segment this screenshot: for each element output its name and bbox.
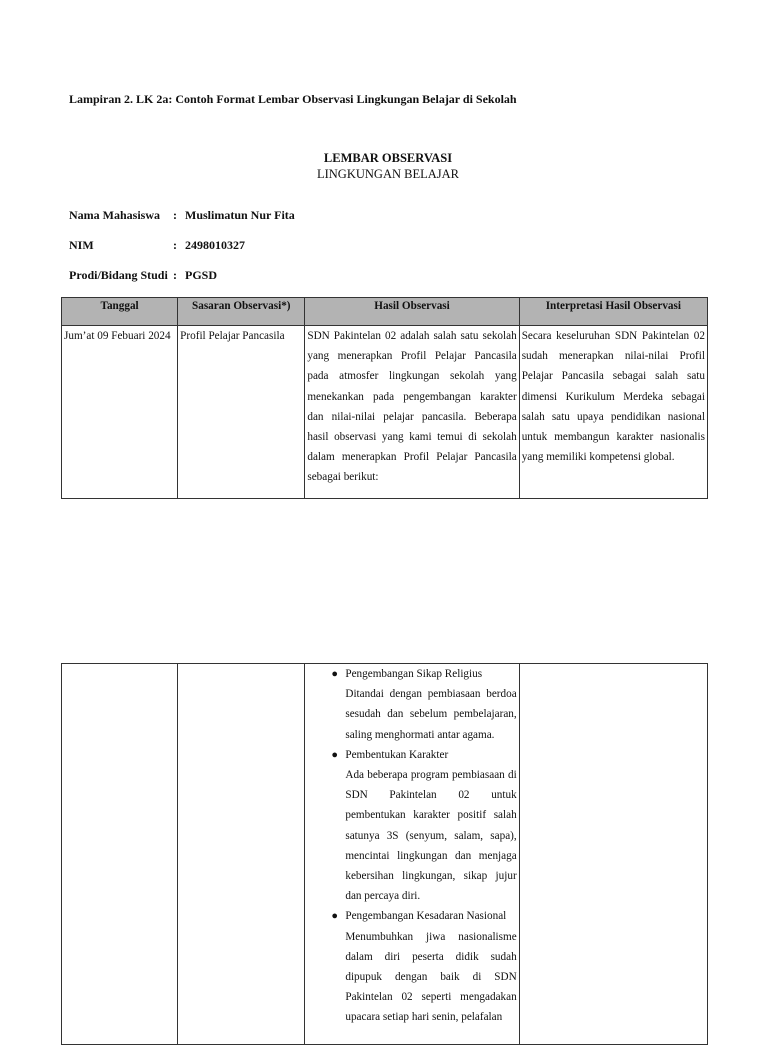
- identity-value: 2498010327: [185, 238, 245, 252]
- list-item-desc: Ditandai dengan pembiasaan berdoa sesudah dan sebelum pembelajaran, saling menghormati antar agama.: [345, 688, 517, 741]
- list-item-title: Pengembangan Kesadaran Nasional: [345, 910, 507, 923]
- list-item: [331, 906, 517, 1027]
- form-subtitle: LINGKUNGAN BELAJAR: [316, 167, 459, 181]
- header-hasil: Hasil Observasi: [305, 298, 519, 326]
- observation-table: [61, 297, 708, 499]
- list-item-desc: Menumbuhkan jiwa nasionalisme dalam diri peserta didik sudah dipupuk dengan baik di SDN Pakintelan 02 seperti mengadakan upacara setiap hari senin, pelafalan: [345, 930, 517, 1024]
- identity-separator: :: [173, 268, 177, 282]
- observation-list: [307, 664, 516, 1028]
- cell-interpretasi-empty: [519, 664, 707, 1045]
- list-item-title: Pembentukan Karakter: [345, 748, 449, 761]
- identity-label: Prodi/Bidang Studi: [69, 268, 168, 282]
- table-row: [62, 664, 708, 1045]
- cell-hasil: SDN Pakintelan 02 adalah salah satu sekolah yang menerapkan Profil Pelajar Pancasila pada atmosfer lingkungan sekolah yang menekankan pada pengembangan karakter dan nilai-nilai pelajar pancasila. Beberapa hasil observasi yang kami temui di sekolah dalam menerapkan Profil Pelajar Pancasila sebagai berikut:: [305, 326, 519, 499]
- cell-interpretasi: Secara keseluruhan SDN Pakintelan 02 sudah menerapkan nilai-nilai Profil Pelajar Pancasila sebagai salah satu dimensi Kurikulum Merdeka sebagai salah satu upaya pendidikan nasional untuk membangun karakter nasionalis yang memiliki kompetensi global.: [519, 326, 707, 499]
- list-item: [331, 664, 517, 745]
- identity-row-prodi: [69, 268, 217, 283]
- cell-tanggal: Jum’at 09 Febuari 2024: [62, 326, 178, 499]
- identity-row-nama: [69, 208, 295, 223]
- bullet-icon: ●: [331, 748, 339, 761]
- identity-separator: :: [173, 208, 177, 222]
- identity-value: PGSD: [185, 268, 218, 282]
- header-interpretasi: Interpretasi Hasil Observasi: [519, 298, 707, 326]
- header-tanggal: Tanggal: [62, 298, 178, 326]
- form-title: LEMBAR OBSERVASI: [323, 151, 453, 165]
- list-item-desc: Ada beberapa program pembiasaan di SDN Pakintelan 02 untuk pembentukan karakter positif salah satunya 3S (senyum, salam, sapa), mencintai lingkungan dan menjaga kebersihan lingkungan, sikap jujur dan percaya diri.: [345, 769, 517, 903]
- cell-tanggal-empty: [62, 664, 178, 1045]
- list-item-title: Pengembangan Sikap Religius: [345, 668, 483, 680]
- identity-row-nim: [69, 238, 245, 253]
- header-sasaran: Sasaran Observasi*): [178, 298, 305, 326]
- cell-hasil-list: [305, 664, 519, 1045]
- bullet-icon: ●: [331, 668, 339, 680]
- table-row: [62, 326, 708, 499]
- identity-value: Muslimatun Nur Fita: [185, 208, 295, 222]
- observation-table-continued: [61, 663, 708, 1045]
- table-header-row: [62, 298, 708, 326]
- lampiran-heading: Lampiran 2. LK 2a: Contoh Format Lembar Observasi Lingkungan Belajar di Sekolah: [69, 92, 517, 106]
- bullet-icon: ●: [331, 910, 339, 923]
- cell-sasaran: Profil Pelajar Pancasila: [178, 326, 305, 499]
- list-item: [331, 745, 517, 907]
- identity-label: Nama Mahasiswa: [69, 208, 161, 222]
- cell-sasaran-empty: [178, 664, 305, 1045]
- identity-separator: :: [173, 238, 177, 252]
- identity-label: NIM: [69, 238, 94, 252]
